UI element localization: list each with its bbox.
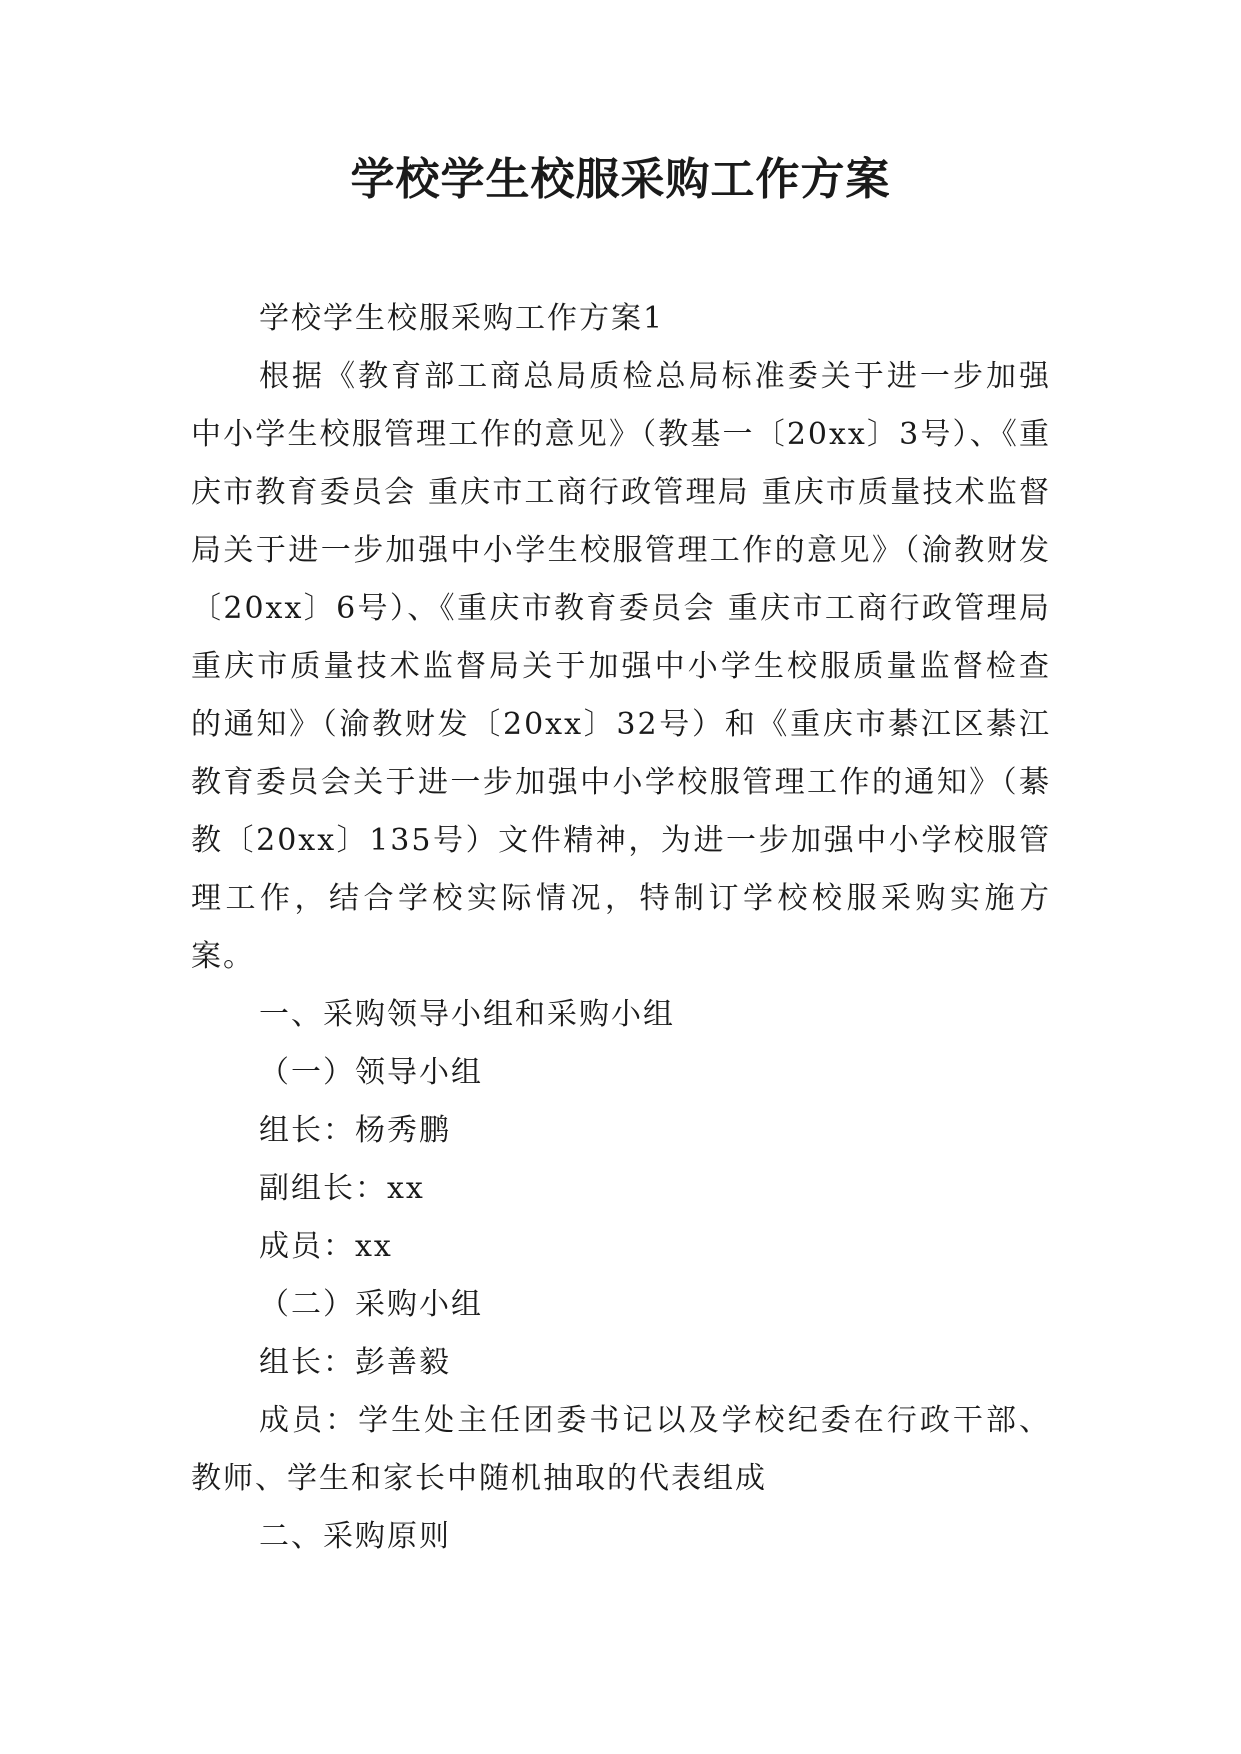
list-item: 组长：杨秀鹏 — [259, 1113, 451, 1148]
section-heading: 二、采购原则 — [259, 1519, 451, 1554]
list-item: 成员：学生处主任团委书记以及学校纪委在行政干部、教师、学生和家长中随机抽取的代表组成 — [191, 1403, 1051, 1496]
section-heading: 学校学生校服采购工作方案1 — [259, 301, 665, 336]
list-item: 副组长：xx — [259, 1171, 425, 1206]
document-body — [191, 290, 1051, 1566]
subsection-heading: （一）领导小组 — [259, 1055, 483, 1090]
list-item: 成员：xx — [259, 1229, 393, 1264]
section-heading: 一、采购领导小组和采购小组 — [259, 997, 675, 1032]
list-item: 组长：彭善毅 — [259, 1345, 451, 1380]
subsection-heading: （二）采购小组 — [259, 1287, 483, 1322]
document-title: 学校学生校服采购工作方案 — [350, 154, 891, 205]
body-paragraph: 根据《教育部工商总局质检总局标准委关于进一步加强中小学生校服管理工作的意见》（教基一〔20xx〕3号）、《重庆市教育委员会 重庆市工商行政管理局 重庆市质量技术监督局关于进一步加强中小学生校服管理工作的意见》（渝教财发〔20xx〕6号）、《重庆市教育委员会 重庆市工商行政管理局 重庆市质量技术监督局关于加强中小学生校服质量监督检查的通知》（渝教财发〔20xx〕32号）和《重庆市綦江区綦江教育委员会关于进一步加强中小学校服管理工作的通知》（綦教〔20xx〕135号）文件精神，为进一步加强中小学校服管理工作，结合学校实际情况，特制订学校校服采购实施方案。 — [191, 359, 1051, 974]
